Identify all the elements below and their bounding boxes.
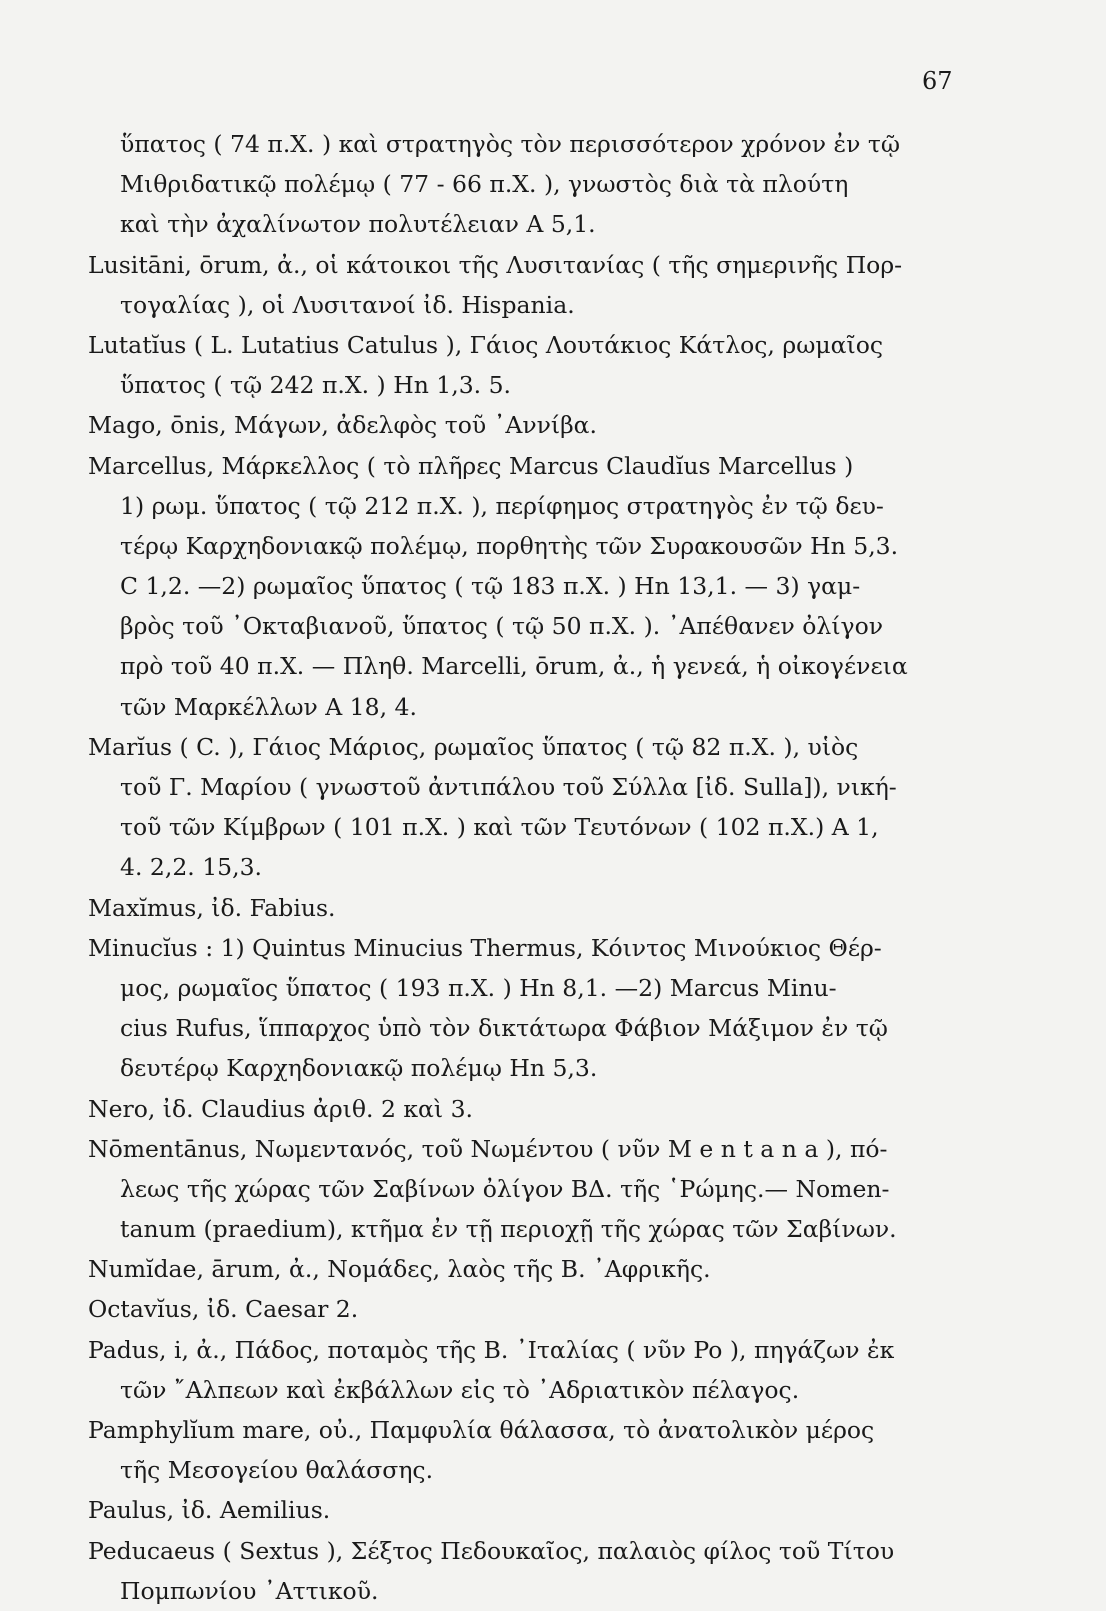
entry-heading-line: Lutatĭus ( L. Lutatius Catulus ), Γάιος Λουτάκιος Κάτλος, ρωμαῖος [88,330,884,359]
text-line: Μιθριδατικῷ πολέμῳ ( 77 - 66 π.Χ. ), γνωστὸς διὰ τὰ πλούτη [120,170,849,199]
entry-heading-line: Maxĭmus, ἰδ. Fabius. [88,893,336,922]
entry-heading-line: Numĭdae, ārum, ἀ., Νομάδες, λαὸς τῆς Β. ᾿Αφρικῆς. [88,1255,711,1284]
text-line: C 1,2. —2) ρωμαῖος ὕπατος ( τῷ 183 π.Χ. ) Hn 13,1. — 3) γαμ- [120,572,861,601]
text-line: τοῦ Γ. Μαρίου ( γνωστοῦ ἀντιπάλου τοῦ Σύλλα [ἰδ. Sulla]), νική- [120,773,897,801]
entry-heading-line: Peducaeus ( Sextus ), Σέξτος Πεδουκαῖος, παλαιὸς φίλος τοῦ Τίτου [88,1536,895,1565]
text-line: βρὸς τοῦ ᾿Οκταβιανοῦ, ὕπατος ( τῷ 50 π.Χ. ). ᾿Απέθανεν ὀλίγον [120,612,884,641]
text-line: ὕπατος ( τῷ 242 π.Χ. ) Hn 1,3. 5. [120,371,512,400]
text-line: πρὸ τοῦ 40 π.Χ. — Πληθ. Marcelli, ōrum, ἀ., ἡ γενεά, ἡ οἰκογένεια [120,652,908,681]
text-line: τῆς Μεσογείου θαλάσσης. [120,1456,434,1485]
text-line: τῶν Μαρκέλλων Α 18, 4. [120,692,417,721]
text-line: λεως τῆς χώρας τῶν Σαβίνων ὀλίγον ΒΔ. τῆς ῾Ρώμης.— Nomen- [120,1174,890,1203]
entry-heading-line: Mago, ōnis, Μάγων, ἀδελφὸς τοῦ ᾿Αννίβα. [88,411,598,440]
entry-heading-line: Octavĭus, ἰδ. Caesar 2. [88,1295,359,1324]
text-line: cius Rufus, ἵππαρχος ὑπὸ τὸν δικτάτωρα Φάβιον Μάξιμον ἐν τῷ [120,1014,888,1043]
text-line: καὶ τὴν ἀχαλίνωτον πολυτέλειαν Α 5,1. [120,210,596,239]
entry-heading-line: Minucĭus : 1) Quintus Minucius Thermus, Κόιντος Μινούκιος Θέρ- [88,933,882,962]
entry-heading-line: Paulus, ἰδ. Aemilius. [88,1496,331,1525]
page-number: 67 [922,67,953,95]
text-line: τογαλίας ), οἱ Λυσιτανοί ἰδ. Hispania. [120,290,575,319]
entry-heading-line: Nōmentānus, Νωμεντανός, τοῦ Νωμέντου ( νῦν M e n t a n a ), πό- [88,1134,888,1163]
entry-heading-line: Lusitāni, ōrum, ἀ., οἱ κάτοικοι τῆς Λυσιτανίας ( τῆς σημερινῆς Πορ- [88,250,903,279]
text-line: 4. 2,2. 15,3. [120,853,262,882]
entry-heading-line: Marĭus ( C. ), Γάιος Μάριος, ρωμαῖος ὕπατος ( τῷ 82 π.Χ. ), υἱὸς [88,732,859,761]
text-line: τέρῳ Καρχηδονιακῷ πολέμῳ, πορθητὴς τῶν Συρακουσῶν Hn 5,3. [120,531,899,560]
entry-heading-line: Marcellus, Μάρκελλος ( τὸ πλῆρες Marcus Claudĭus Marcellus ) [88,451,854,480]
text-line: τοῦ τῶν Κίμβρων ( 101 π.Χ. ) καὶ τῶν Τευτόνων ( 102 π.Χ.) Α 1, [120,813,879,842]
glossary-entries [82,124,982,1611]
text-line: ὕπατος ( 74 π.Χ. ) καὶ στρατηγὸς τὸν περισσότερον χρόνον ἐν τῷ [120,130,901,158]
text-line: Πομπωνίου ᾿Αττικοῦ. [120,1576,379,1605]
entry-heading-line: Nero, ἰδ. Claudius ἀριθ. 2 καὶ 3. [88,1094,474,1123]
entry-heading-line: Padus, i, ἀ., Πάδος, ποταμὸς τῆς Β. ᾿Ιταλίας ( νῦν Po ), πηγάζων ἐκ [88,1335,895,1364]
text-line: μος, ρωμαῖος ὕπατος ( 193 π.Χ. ) Hn 8,1. —2) Marcus Minu- [120,973,837,1002]
entry-heading-line: Pamphylĭum mare, οὐ., Παμφυλία θάλασσα, τὸ ἀνατολικὸν μέρος [88,1416,875,1444]
text-line: τῶν ῎Αλπεων καὶ ἐκβάλλων εἰς τὸ ᾿Αδριατικὸν πέλαγος. [120,1375,800,1404]
text-line: δευτέρῳ Καρχηδονιακῷ πολέμῳ Hn 5,3. [120,1054,598,1083]
text-line: tanum (praedium), κτῆμα ἐν τῇ περιοχῇ τῆς χώρας τῶν Σαβίνων. [120,1215,897,1244]
text-line: 1) ρωμ. ὕπατος ( τῷ 212 π.Χ. ), περίφημος στρατηγὸς ἐν τῷ δευ- [120,491,884,520]
